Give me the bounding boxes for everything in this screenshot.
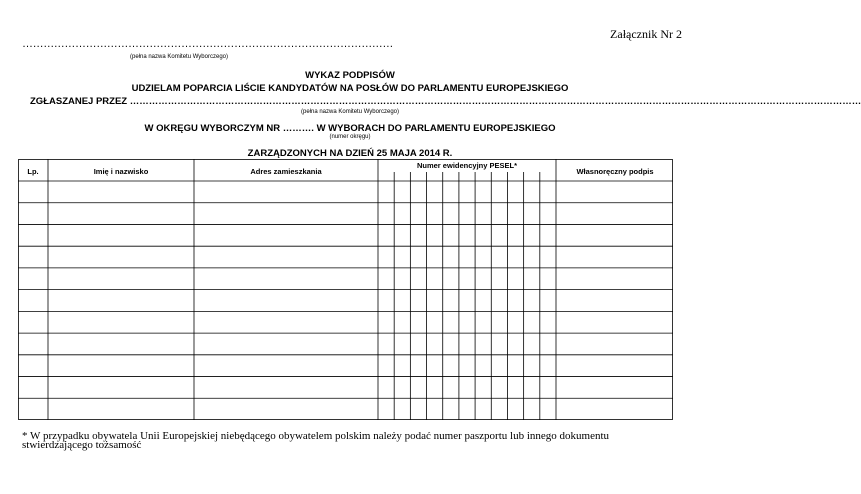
- header-address: Adres zamieszkania: [250, 167, 322, 176]
- annex-label: Załącznik Nr 2: [610, 27, 682, 41]
- signature-table: [18, 159, 673, 420]
- header-pesel: Numer ewidencyjny PESEL*: [416, 161, 518, 170]
- committee-name-caption: (pełna nazwa Komitetu Wyborczego): [130, 54, 228, 60]
- district-caption: (numer okręgu): [329, 134, 371, 140]
- election-date-line: ZARZĄDZONYCH NA DZIEŃ 25 MAJA 2014 R.: [247, 148, 453, 159]
- header-signature: Własnoręczny podpis: [576, 167, 654, 176]
- form-title: WYKAZ PODPISÓW: [305, 70, 395, 81]
- form-subtitle: UDZIELAM POPARCIA LIŚCIE KANDYDATÓW NA POSŁÓW DO PARLAMENTU EUROPEJSKIEGO: [131, 83, 569, 94]
- footnote: * W przypadku obywatela Unii Europejskiej niebędącego obywatelem polskim należy podać numer paszportu lub innego dokumentu stwierdzającego tożsamość: [22, 430, 610, 451]
- district-line: W OKRĘGU WYBORCZYM NR ………. W WYBORACH DO PARLAMENTU EUROPEJSKIEGO: [144, 123, 556, 134]
- header-lp: Lp.: [27, 167, 39, 176]
- header-name: Imię i nazwisko: [93, 167, 149, 176]
- submitted-by-caption: (pełna nazwa Komitetu Wyborczego): [301, 109, 399, 115]
- submitted-by-line: ZGŁASZANEJ PRZEZ ……………………………………………………………………………………………………………………………………………………………………………………………………………: [30, 96, 861, 107]
- committee-name-dots: ……………………………………………………………………………………………: [22, 38, 394, 50]
